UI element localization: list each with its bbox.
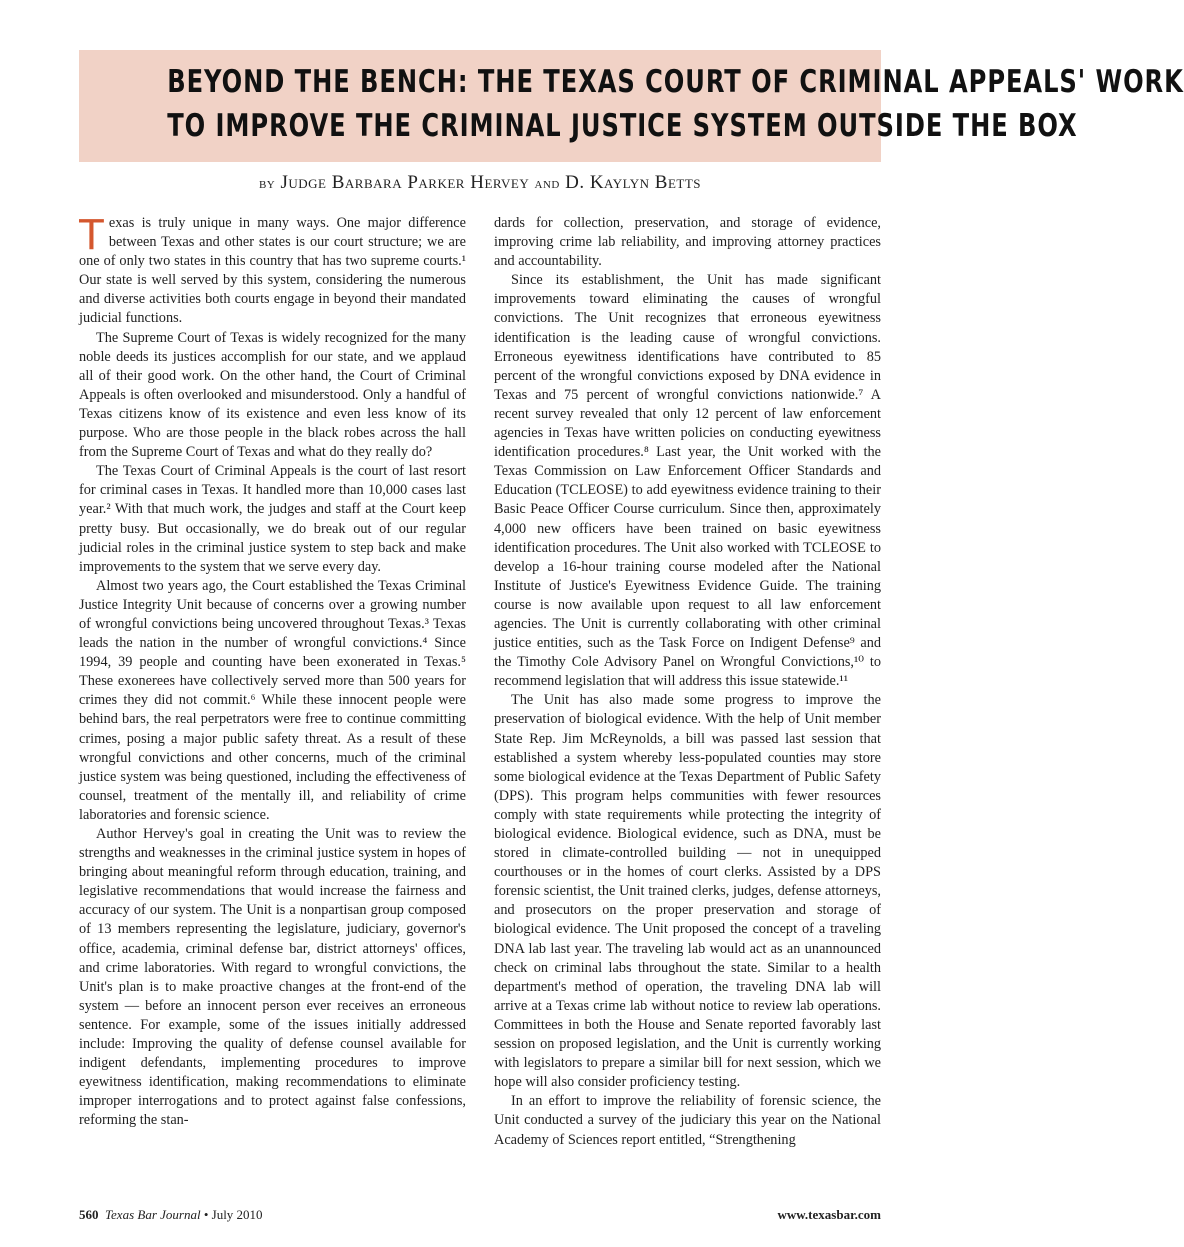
page-number: 560: [79, 1207, 99, 1222]
journal-name: Texas Bar Journal: [105, 1207, 201, 1222]
paragraph: The Supreme Court of Texas is widely recognized for the many noble deeds its justices accomplish for our state, and we applaud all of their good work. On the other hand, the Court of Criminal Appeals is often overlooked and misunderstood. Only a handful of Texas citizens know of its existence and even less know of its purpose. Who are those people in the black robes across the hall from the Supreme Court of Texas and what do they really do?: [79, 329, 466, 461]
paragraph: dards for collection, preservation, and storage of evidence, improving crime lab reliability, and improving attorney practices and accountability.: [494, 215, 881, 270]
byline-author-1: Judge Barbara Parker Hervey: [280, 172, 530, 193]
paragraph: The Unit has also made some progress to improve the preservation of biological evidence. With the help of Unit member State Rep. Jim McReynolds, a bill was passed last session that established a system whereby less-populated counties may store some biological evidence at the Texas Department of Public Safety (DPS). This program helps communities with fewer resources comply with state requirements while protecting the integrity of biological evidence. Biological evidence, such as DNA, must be stored in climate-controlled building — not in unequipped courthouses or in the homes of court clerks. Assisted by a DPS forensic scientist, the Unit trained clerks, judges, defense attorneys, and prosecutors on the proper preservation and storage of biological evidence. The Unit proposed the concept of a traveling DNA lab last year. The traveling lab would act as an unannounced check on criminal labs throughout the state. Similar to a health department's method of operation, the traveling DNA lab will arrive at a Texas crime lab without notice to review lab operations. Committees in both the House and Senate reported favorably last session on proposed legislation, and the Unit is currently working with legislators to prepare a similar bill for next session, which we hope will also consider proficiency testing.: [494, 692, 881, 1091]
article-column-right: [494, 214, 881, 1194]
paragraph: In an effort to improve the reliability of forensic science, the Unit conducted a survey of the judiciary this year on the National Academy of Sciences report entitled, “Strengthening: [494, 1093, 881, 1148]
footer-separator: •: [203, 1207, 209, 1222]
byline-author-2: D. Kaylyn Betts: [565, 172, 702, 193]
article-title-line-2: TO IMPROVE THE CRIMINAL JUSTICE SYSTEM OUTSIDE THE BOX: [167, 108, 1078, 144]
page-footer: [79, 1207, 881, 1223]
title-banner: [79, 50, 1184, 162]
footer-left: [79, 1207, 263, 1223]
issue-date: July 2010: [211, 1207, 263, 1222]
paragraph: Author Hervey's goal in creating the Unit was to review the strengths and weaknesses in the criminal justice system in hopes of bringing about meaningful reform through education, training, and legislative recommendations that would increase the fairness and accuracy of our system. The Unit is a nonpartisan group composed of 13 members representing the legislature, judiciary, governor's office, academia, criminal defense bar, district attorneys' offices, and crime laboratories. With regard to wrongful convictions, the Unit's plan is to make proactive changes at the front-end of the system — before an innocent person ever receives an erroneous sentence. For example, some of the issues initially addressed include: Improving the quality of defense counsel available for indigent defendants, implementing procedures to improve eyewitness identification, making recommendations to eliminate improper interrogations and to protect against false confessions, reforming the stan-: [79, 826, 466, 1129]
paragraph-text: exas is truly unique in many ways. One major difference between Texas and other states is our court structure; we are one of only two states in this country that has two supreme courts.¹ Our state is well served by this system, considering the numerous and diverse activities both courts engage in beyond their mandated judicial functions.: [79, 215, 466, 327]
article-title-line-1: BEYOND THE BENCH: THE TEXAS COURT OF CRIMINAL APPEALS' WORK: [167, 64, 1184, 100]
drop-cap: T: [78, 210, 105, 259]
byline-and: and: [534, 176, 560, 192]
byline: [79, 172, 881, 194]
website-link[interactable]: www.texasbar.com: [777, 1207, 881, 1222]
byline-by: by: [258, 176, 276, 192]
paragraph: The Texas Court of Criminal Appeals is the court of last resort for criminal cases in Texas. It handled more than 10,000 cases last year.² With that much work, the judges and staff at the Court keep pretty busy. But occasionally, we do break out of our regular judicial roles in the criminal justice system to step back and make improvements to the system that we serve every day.: [79, 463, 466, 575]
paragraph: Since its establishment, the Unit has made significant improvements toward eliminating the causes of wrongful convictions. The Unit recognizes that erroneous eyewitness identification is the leading cause of wrongful convictions. Erroneous eyewitness identifications have contributed to 85 percent of the wrongful convictions exposed by DNA evidence in Texas and 75 percent of wrongful convictions nationwide.⁷ A recent survey revealed that only 12 percent of law enforcement agencies in Texas have written policies on conducting eyewitness identification procedures.⁸ Last year, the Unit worked with the Texas Commission on Law Enforcement Officer Standards and Education (TCLEOSE) to add eyewitness evidence training to their Basic Peace Officer Course curriculum. Since then, approximately 4,000 new officers have been trained on basic eyewitness identification procedures. The Unit also worked with TCLEOSE to develop a 16-hour training course modeled after the National Institute of Justice's Eyewitness Evidence Guide. The training course is now available upon request to all law enforcement agencies. The Unit is currently collaborating with other criminal justice entities, such as the Task Force on Indigent Defense⁹ and the Timothy Cole Advisory Panel on Wrongful Convictions,¹⁰ to recommend legislation that will address this issue statewide.¹¹: [494, 272, 881, 690]
article-column-left: [78, 210, 466, 1194]
paragraph: [78, 210, 466, 329]
paragraph: Almost two years ago, the Court established the Texas Criminal Justice Integrity Unit because of concerns over a growing number of wrongful convictions being uncovered throughout Texas.³ Texas leads the nation in the number of wrongful convictions.⁴ Since 1994, 39 people and counting have been exonerated in Texas.⁵ These exonerees have collectively served more than 500 years for crimes they did not commit.⁶ While these innocent people were behind bars, the real perpetrators were free to continue committing crimes, posing a major public safety threat. As a result of these wrongful convictions and other concerns, much of the criminal justice system was being questioned, including the effectiveness of counsel, treatment of the mentally ill, and reliability of crime laboratories and forensic science.: [79, 577, 466, 823]
